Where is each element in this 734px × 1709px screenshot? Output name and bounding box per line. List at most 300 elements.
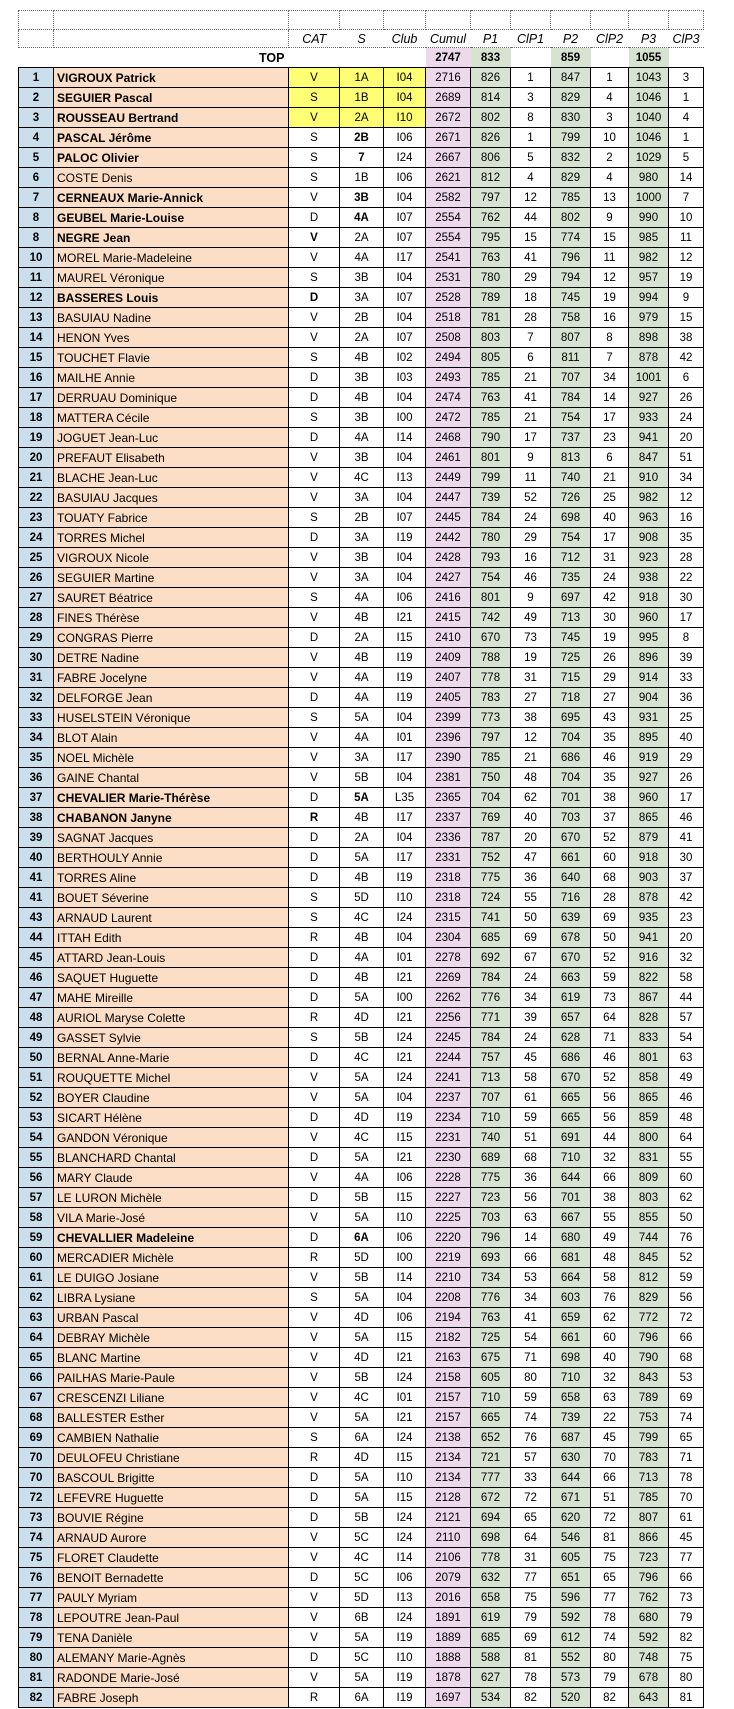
clp3-cell[interactable]: 17 (669, 788, 704, 808)
cat-cell[interactable]: V (289, 1608, 340, 1628)
clp3-cell[interactable]: 36 (669, 688, 704, 708)
clp1-cell[interactable]: 63 (511, 1208, 551, 1228)
s-cell[interactable]: 5A (340, 848, 384, 868)
club-cell[interactable]: I10 (384, 1468, 426, 1488)
name-cell[interactable]: CRESCENZI Liliane (54, 1388, 289, 1408)
rank-cell[interactable]: 11 (19, 268, 54, 288)
clp1-cell[interactable]: 5 (511, 148, 551, 168)
clp3-cell[interactable]: 76 (669, 1228, 704, 1248)
cat-cell[interactable]: V (289, 1548, 340, 1568)
p3-cell[interactable]: 979 (629, 308, 669, 328)
s-cell[interactable]: 5A (340, 1068, 384, 1088)
name-cell[interactable]: ARNAUD Aurore (54, 1528, 289, 1548)
p1-cell[interactable]: 784 (471, 508, 511, 528)
cat-cell[interactable]: S (289, 588, 340, 608)
spacer-cell[interactable] (511, 11, 551, 30)
clp3-cell[interactable]: 1 (669, 88, 704, 108)
s-cell[interactable]: 4C (340, 1128, 384, 1148)
clp1-cell[interactable]: 7 (511, 328, 551, 348)
club-cell[interactable]: I06 (384, 1568, 426, 1588)
p3-cell[interactable]: 867 (629, 988, 669, 1008)
rank-cell[interactable]: 50 (19, 1048, 54, 1068)
cat-cell[interactable]: D (289, 688, 340, 708)
cumul-cell[interactable]: 2671 (426, 128, 471, 148)
p3-cell[interactable]: 1046 (629, 128, 669, 148)
club-cell[interactable]: I10 (384, 108, 426, 128)
cumul-cell[interactable]: 2262 (426, 988, 471, 1008)
p1-cell[interactable]: 724 (471, 888, 511, 908)
rank-cell[interactable]: 17 (19, 388, 54, 408)
clp3-cell[interactable]: 68 (669, 1348, 704, 1368)
clp3-cell[interactable]: 80 (669, 1668, 704, 1688)
cumul-cell[interactable]: 2531 (426, 268, 471, 288)
p2-cell[interactable]: 592 (551, 1608, 591, 1628)
clp1-cell[interactable]: 53 (511, 1268, 551, 1288)
p3-cell[interactable]: 982 (629, 488, 669, 508)
rank-cell[interactable]: 57 (19, 1188, 54, 1208)
p2-cell[interactable]: 628 (551, 1028, 591, 1048)
name-cell[interactable]: ROUSSEAU Bertrand (54, 108, 289, 128)
s-cell[interactable]: 4B (340, 968, 384, 988)
p2-cell[interactable]: 758 (551, 308, 591, 328)
rank-cell[interactable]: 75 (19, 1548, 54, 1568)
p3-cell[interactable]: 879 (629, 828, 669, 848)
p2-cell[interactable]: 671 (551, 1488, 591, 1508)
s-cell[interactable]: 5A (340, 988, 384, 1008)
clp2-cell[interactable]: 66 (591, 1468, 629, 1488)
clp2-cell[interactable]: 60 (591, 848, 629, 868)
s-cell[interactable]: 2B (340, 508, 384, 528)
cumul-cell[interactable]: 2220 (426, 1228, 471, 1248)
cumul-cell[interactable]: 2138 (426, 1428, 471, 1448)
p1-cell[interactable]: 797 (471, 188, 511, 208)
p1-cell[interactable]: 776 (471, 1288, 511, 1308)
spacer-cell[interactable] (471, 11, 511, 30)
s-cell[interactable]: 5A (340, 1468, 384, 1488)
rank-cell[interactable]: 21 (19, 468, 54, 488)
cumul-cell[interactable]: 2244 (426, 1048, 471, 1068)
clp1-cell[interactable]: 31 (511, 668, 551, 688)
s-cell[interactable]: 5C (340, 1528, 384, 1548)
p2-cell[interactable]: 829 (551, 168, 591, 188)
column-header-s[interactable]: S (340, 30, 384, 48)
s-cell[interactable]: 5A (340, 1148, 384, 1168)
name-cell[interactable]: GASSET Sylvie (54, 1028, 289, 1048)
cat-cell[interactable]: D (289, 1188, 340, 1208)
club-cell[interactable]: I15 (384, 1448, 426, 1468)
clp2-cell[interactable]: 22 (591, 1408, 629, 1428)
s-cell[interactable]: 2B (340, 128, 384, 148)
cat-cell[interactable]: V (289, 1168, 340, 1188)
club-cell[interactable]: I24 (384, 908, 426, 928)
cumul-cell[interactable]: 2427 (426, 568, 471, 588)
clp2-cell[interactable]: 60 (591, 1328, 629, 1348)
clp2-cell[interactable]: 19 (591, 288, 629, 308)
clp3-cell[interactable]: 52 (669, 1248, 704, 1268)
clp3-cell[interactable]: 81 (669, 1688, 704, 1708)
rank-cell[interactable]: 6 (19, 168, 54, 188)
rank-cell[interactable]: 58 (19, 1208, 54, 1228)
clp3-cell[interactable]: 65 (669, 1428, 704, 1448)
name-cell[interactable]: ITTAH Edith (54, 928, 289, 948)
clp1-cell[interactable]: 12 (511, 728, 551, 748)
club-cell[interactable]: I14 (384, 428, 426, 448)
rank-cell[interactable]: 52 (19, 1088, 54, 1108)
s-cell[interactable]: 4C (340, 908, 384, 928)
cumul-cell[interactable]: 2689 (426, 88, 471, 108)
p3-cell[interactable]: 803 (629, 1188, 669, 1208)
clp3-cell[interactable]: 75 (669, 1648, 704, 1668)
name-cell[interactable]: PREFAUT Elisabeth (54, 448, 289, 468)
clp1-cell[interactable]: 41 (511, 1308, 551, 1328)
s-cell[interactable]: 2A (340, 228, 384, 248)
club-cell[interactable]: I07 (384, 288, 426, 308)
clp2-cell[interactable]: 32 (591, 1368, 629, 1388)
clp2-cell[interactable]: 71 (591, 1028, 629, 1048)
cumul-cell[interactable]: 2390 (426, 748, 471, 768)
rank-cell[interactable]: 28 (19, 608, 54, 628)
name-cell[interactable]: MARY Claude (54, 1168, 289, 1188)
p2-cell[interactable]: 785 (551, 188, 591, 208)
cat-cell[interactable]: R (289, 1688, 340, 1708)
rank-cell[interactable]: 49 (19, 1028, 54, 1048)
clp2-cell[interactable]: 73 (591, 988, 629, 1008)
club-cell[interactable]: I07 (384, 208, 426, 228)
p1-cell[interactable]: 740 (471, 1128, 511, 1148)
name-cell[interactable]: VIGROUX Patrick (54, 68, 289, 88)
cumul-cell[interactable]: 2468 (426, 428, 471, 448)
p1-cell[interactable]: 754 (471, 568, 511, 588)
clp1-cell[interactable]: 69 (511, 928, 551, 948)
clp3-cell[interactable]: 11 (669, 228, 704, 248)
clp2-cell[interactable]: 80 (591, 1648, 629, 1668)
clp1-cell[interactable]: 3 (511, 88, 551, 108)
p2-cell[interactable]: 698 (551, 1348, 591, 1368)
clp3-cell[interactable]: 17 (669, 608, 704, 628)
cat-cell[interactable]: D (289, 1468, 340, 1488)
cumul-cell[interactable]: 2381 (426, 768, 471, 788)
clp1-cell[interactable]: 14 (511, 1228, 551, 1248)
p1-cell[interactable]: 802 (471, 108, 511, 128)
clp2-cell[interactable]: 32 (591, 1148, 629, 1168)
p3-cell[interactable]: 923 (629, 548, 669, 568)
top-p2-value[interactable]: 859 (551, 48, 591, 68)
cat-cell[interactable]: V (289, 108, 340, 128)
clp1-cell[interactable]: 52 (511, 488, 551, 508)
cumul-cell[interactable]: 2337 (426, 808, 471, 828)
s-cell[interactable]: 4A (340, 1168, 384, 1188)
rank-cell[interactable]: 69 (19, 1428, 54, 1448)
s-cell[interactable]: 3B (340, 268, 384, 288)
p1-cell[interactable]: 769 (471, 808, 511, 828)
clp3-cell[interactable]: 15 (669, 308, 704, 328)
rank-cell[interactable]: 53 (19, 1108, 54, 1128)
p3-cell[interactable]: 938 (629, 568, 669, 588)
club-cell[interactable]: I17 (384, 248, 426, 268)
club-cell[interactable]: I06 (384, 588, 426, 608)
clp1-cell[interactable]: 29 (511, 268, 551, 288)
name-cell[interactable]: SEGUIER Martine (54, 568, 289, 588)
p3-cell[interactable]: 801 (629, 1048, 669, 1068)
p3-cell[interactable]: 919 (629, 748, 669, 768)
p1-cell[interactable]: 757 (471, 1048, 511, 1068)
cumul-cell[interactable]: 2318 (426, 868, 471, 888)
clp3-cell[interactable]: 20 (669, 428, 704, 448)
p2-cell[interactable]: 681 (551, 1248, 591, 1268)
p3-cell[interactable]: 916 (629, 948, 669, 968)
s-cell[interactable]: 3B (340, 188, 384, 208)
cumul-cell[interactable]: 2428 (426, 548, 471, 568)
clp2-cell[interactable]: 16 (591, 308, 629, 328)
p3-cell[interactable]: 1029 (629, 148, 669, 168)
clp2-cell[interactable]: 49 (591, 1228, 629, 1248)
rank-cell[interactable]: 78 (19, 1608, 54, 1628)
p2-cell[interactable]: 737 (551, 428, 591, 448)
clp2-cell[interactable]: 8 (591, 328, 629, 348)
clp3-cell[interactable]: 23 (669, 908, 704, 928)
clp2-cell[interactable]: 24 (591, 568, 629, 588)
s-cell[interactable]: 3B (340, 448, 384, 468)
clp2-cell[interactable]: 17 (591, 528, 629, 548)
p2-cell[interactable]: 697 (551, 588, 591, 608)
cat-cell[interactable]: V (289, 1308, 340, 1328)
clp3-cell[interactable]: 26 (669, 768, 704, 788)
p1-cell[interactable]: 787 (471, 828, 511, 848)
rank-cell[interactable]: 5 (19, 148, 54, 168)
clp1-cell[interactable]: 51 (511, 1128, 551, 1148)
cat-cell[interactable]: V (289, 228, 340, 248)
cumul-cell[interactable]: 2228 (426, 1168, 471, 1188)
cat-cell[interactable]: V (289, 1268, 340, 1288)
club-cell[interactable]: I04 (384, 768, 426, 788)
clp2-cell[interactable]: 19 (591, 628, 629, 648)
p1-cell[interactable]: 734 (471, 1268, 511, 1288)
clp2-cell[interactable]: 37 (591, 808, 629, 828)
p1-cell[interactable]: 799 (471, 468, 511, 488)
p2-cell[interactable]: 661 (551, 848, 591, 868)
s-cell[interactable]: 4D (340, 1308, 384, 1328)
spacer-cell[interactable] (426, 11, 471, 30)
p2-cell[interactable]: 640 (551, 868, 591, 888)
cumul-cell[interactable]: 2407 (426, 668, 471, 688)
column-header-cat[interactable]: CAT (289, 30, 340, 48)
club-cell[interactable]: I24 (384, 1368, 426, 1388)
clp2-cell[interactable]: 26 (591, 648, 629, 668)
name-cell[interactable]: MAILHE Annie (54, 368, 289, 388)
name-cell[interactable]: TORRES Aline (54, 868, 289, 888)
p3-cell[interactable]: 895 (629, 728, 669, 748)
name-cell[interactable]: ATTARD Jean-Louis (54, 948, 289, 968)
name-cell[interactable]: VILA Marie-José (54, 1208, 289, 1228)
p1-cell[interactable]: 785 (471, 408, 511, 428)
p2-cell[interactable]: 754 (551, 408, 591, 428)
clp3-cell[interactable]: 60 (669, 1168, 704, 1188)
p1-cell[interactable]: 670 (471, 628, 511, 648)
cumul-cell[interactable]: 2365 (426, 788, 471, 808)
p1-cell[interactable]: 694 (471, 1508, 511, 1528)
p1-cell[interactable]: 783 (471, 688, 511, 708)
p3-cell[interactable]: 796 (629, 1568, 669, 1588)
club-cell[interactable]: I19 (384, 1688, 426, 1708)
rank-cell[interactable]: 7 (19, 188, 54, 208)
name-cell[interactable]: GAINE Chantal (54, 768, 289, 788)
cat-cell[interactable]: D (289, 1508, 340, 1528)
name-cell[interactable]: FLORET Claudette (54, 1548, 289, 1568)
s-cell[interactable]: 5A (340, 1208, 384, 1228)
club-cell[interactable]: I24 (384, 148, 426, 168)
p2-cell[interactable]: 726 (551, 488, 591, 508)
p1-cell[interactable]: 762 (471, 208, 511, 228)
p2-cell[interactable]: 670 (551, 828, 591, 848)
cat-cell[interactable]: S (289, 128, 340, 148)
rank-cell[interactable]: 79 (19, 1628, 54, 1648)
s-cell[interactable]: 5B (340, 1368, 384, 1388)
spacer-cell[interactable] (19, 11, 54, 30)
cat-cell[interactable]: V (289, 1328, 340, 1348)
p2-cell[interactable]: 661 (551, 1328, 591, 1348)
p2-cell[interactable]: 620 (551, 1508, 591, 1528)
clp1-cell[interactable]: 41 (511, 388, 551, 408)
p3-cell[interactable]: 918 (629, 588, 669, 608)
p3-cell[interactable]: 931 (629, 708, 669, 728)
clp2-cell[interactable]: 27 (591, 688, 629, 708)
p1-cell[interactable]: 627 (471, 1668, 511, 1688)
p3-cell[interactable]: 960 (629, 608, 669, 628)
clp2-cell[interactable]: 35 (591, 728, 629, 748)
cumul-cell[interactable]: 2256 (426, 1008, 471, 1028)
rank-cell[interactable]: 70 (19, 1468, 54, 1488)
club-cell[interactable]: I00 (384, 408, 426, 428)
p1-cell[interactable]: 780 (471, 528, 511, 548)
cat-cell[interactable]: V (289, 568, 340, 588)
clp1-cell[interactable]: 29 (511, 528, 551, 548)
spacer-cell[interactable] (551, 11, 591, 30)
clp1-cell[interactable]: 17 (511, 428, 551, 448)
club-cell[interactable]: I06 (384, 1308, 426, 1328)
name-cell[interactable]: SAQUET Huguette (54, 968, 289, 988)
p2-cell[interactable]: 774 (551, 228, 591, 248)
p3-cell[interactable]: 933 (629, 408, 669, 428)
p1-cell[interactable]: 790 (471, 428, 511, 448)
s-cell[interactable]: 4B (340, 868, 384, 888)
cat-cell[interactable]: D (289, 528, 340, 548)
p2-cell[interactable]: 691 (551, 1128, 591, 1148)
p2-cell[interactable]: 718 (551, 688, 591, 708)
p2-cell[interactable]: 670 (551, 1068, 591, 1088)
s-cell[interactable]: 2A (340, 328, 384, 348)
name-cell[interactable]: BASUIAU Jacques (54, 488, 289, 508)
rank-cell[interactable]: 59 (19, 1228, 54, 1248)
clp1-cell[interactable]: 57 (511, 1448, 551, 1468)
cat-cell[interactable]: S (289, 268, 340, 288)
p2-cell[interactable]: 644 (551, 1168, 591, 1188)
name-cell[interactable]: DEBRAY Michèle (54, 1328, 289, 1348)
cat-cell[interactable]: V (289, 648, 340, 668)
cat-cell[interactable]: S (289, 168, 340, 188)
rank-cell[interactable]: 67 (19, 1388, 54, 1408)
clp3-cell[interactable]: 58 (669, 968, 704, 988)
s-cell[interactable]: 5B (340, 1188, 384, 1208)
name-cell[interactable]: LEPOUTRE Jean-Paul (54, 1608, 289, 1628)
p3-cell[interactable]: 866 (629, 1528, 669, 1548)
clp1-cell[interactable]: 67 (511, 948, 551, 968)
name-cell[interactable]: MERCADIER Michèle (54, 1248, 289, 1268)
rank-cell[interactable]: 15 (19, 348, 54, 368)
p3-cell[interactable]: 982 (629, 248, 669, 268)
rank-cell[interactable]: 23 (19, 508, 54, 528)
rank-cell[interactable]: 27 (19, 588, 54, 608)
p2-cell[interactable]: 784 (551, 388, 591, 408)
cat-cell[interactable]: S (289, 708, 340, 728)
cat-cell[interactable]: R (289, 928, 340, 948)
p1-cell[interactable]: 665 (471, 1408, 511, 1428)
cat-cell[interactable]: D (289, 1228, 340, 1248)
clp2-cell[interactable]: 40 (591, 508, 629, 528)
s-cell[interactable]: 1B (340, 88, 384, 108)
clp1-cell[interactable]: 56 (511, 1188, 551, 1208)
cat-cell[interactable]: D (289, 1488, 340, 1508)
cat-cell[interactable]: S (289, 1428, 340, 1448)
clp1-cell[interactable]: 77 (511, 1568, 551, 1588)
clp2-cell[interactable]: 31 (591, 548, 629, 568)
clp2-cell[interactable]: 46 (591, 748, 629, 768)
cumul-cell[interactable]: 2554 (426, 208, 471, 228)
name-cell[interactable]: MATTERA Cécile (54, 408, 289, 428)
rank-cell[interactable]: 16 (19, 368, 54, 388)
p2-cell[interactable]: 745 (551, 628, 591, 648)
p2-cell[interactable]: 680 (551, 1228, 591, 1248)
clp3-cell[interactable]: 51 (669, 448, 704, 468)
rank-cell[interactable]: 8 (19, 208, 54, 228)
cumul-cell[interactable]: 2410 (426, 628, 471, 648)
s-cell[interactable]: 3B (340, 368, 384, 388)
club-cell[interactable]: I02 (384, 348, 426, 368)
clp3-cell[interactable]: 10 (669, 208, 704, 228)
cumul-cell[interactable]: 2318 (426, 888, 471, 908)
clp2-cell[interactable]: 46 (591, 1048, 629, 1068)
rank-cell[interactable]: 48 (19, 1008, 54, 1028)
p1-cell[interactable]: 788 (471, 648, 511, 668)
p3-cell[interactable]: 789 (629, 1388, 669, 1408)
cat-cell[interactable]: V (289, 1128, 340, 1148)
clp2-cell[interactable]: 51 (591, 1488, 629, 1508)
rank-cell[interactable]: 12 (19, 288, 54, 308)
clp1-cell[interactable]: 20 (511, 828, 551, 848)
p2-cell[interactable]: 713 (551, 608, 591, 628)
clp1-cell[interactable]: 74 (511, 1408, 551, 1428)
cumul-cell[interactable]: 1888 (426, 1648, 471, 1668)
club-cell[interactable]: I24 (384, 1428, 426, 1448)
p1-cell[interactable]: 778 (471, 668, 511, 688)
club-cell[interactable]: I10 (384, 1208, 426, 1228)
p1-cell[interactable]: 789 (471, 288, 511, 308)
p1-cell[interactable]: 710 (471, 1108, 511, 1128)
cat-cell[interactable]: V (289, 1368, 340, 1388)
club-cell[interactable]: I21 (384, 1048, 426, 1068)
clp2-cell[interactable]: 17 (591, 408, 629, 428)
p1-cell[interactable]: 707 (471, 1088, 511, 1108)
p1-cell[interactable]: 763 (471, 248, 511, 268)
rank-cell[interactable]: 30 (19, 648, 54, 668)
p1-cell[interactable]: 703 (471, 1208, 511, 1228)
clp2-cell[interactable]: 14 (591, 388, 629, 408)
s-cell[interactable]: 7 (340, 148, 384, 168)
club-cell[interactable]: I19 (384, 1668, 426, 1688)
club-cell[interactable]: I06 (384, 1168, 426, 1188)
rank-cell[interactable]: 54 (19, 1128, 54, 1148)
cumul-cell[interactable]: 2447 (426, 488, 471, 508)
clp1-cell[interactable]: 9 (511, 448, 551, 468)
